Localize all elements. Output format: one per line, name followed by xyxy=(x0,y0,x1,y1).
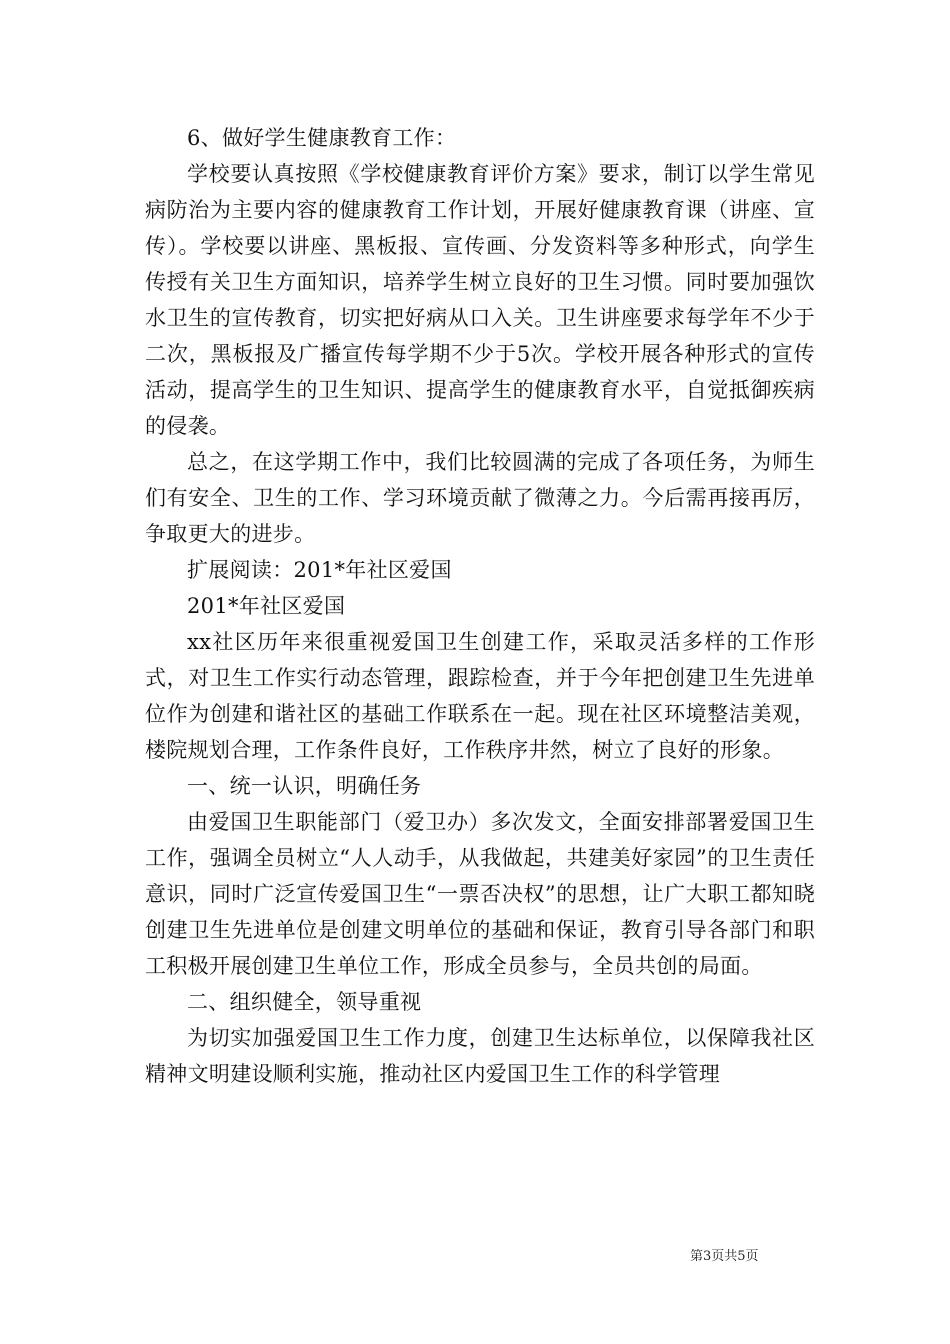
article-title: 201*年社区爱国 xyxy=(187,594,346,618)
section-heading-organization: 二、组织健全，领导重视 xyxy=(187,990,422,1014)
paragraph-summary: 总之，在这学期工作中，我们比较圆满的完成了各项任务，为师生们有安全、卫生的工作、学习环境贡献了微薄之力。今后需再接再厉，争取更大的进步。 xyxy=(145,450,815,546)
paragraph-organization: 为切实加强爱国卫生工作力度，创建卫生达标单位，以保障我社区精神文明建设顺利实施，推动社区内爱国卫生工作的科学管理 xyxy=(145,1026,815,1086)
section-heading-unify-understanding: 一、统一认识，明确任务 xyxy=(187,774,422,798)
page-number-footer: 第3页共5页 xyxy=(690,1249,759,1264)
extended-reading-title: 扩展阅读：201*年社区爱国 xyxy=(187,558,452,582)
document-body xyxy=(145,120,815,1092)
paragraph-health-education: 学校要认真按照《学校健康教育评价方案》要求，制订以学生常见病防治为主要内容的健康教育工作计划，开展好健康教育课（讲座、宣传）。学校要以讲座、黑板报、宣传画、分发资料等多种形式，向学生传授有关卫生方面知识，培养学生树立良好的卫生习惯。同时要加强饮水卫生的宣传教育，切实把好病从口入关。卫生讲座要求每学年不少于二次，黑板报及广播宣传每学期不少于5次。学校开展各种形式的宣传活动，提高学生的卫生知识、提高学生的健康教育水平，自觉抵御疾病的侵袭。 xyxy=(145,162,815,438)
paragraph-unify-understanding: 由爱国卫生职能部门（爱卫办）多次发文，全面安排部署爱国卫生工作，强调全员树立“人人动手，从我做起，共建美好家园”的卫生责任意识，同时广泛宣传爱国卫生“一票否决权”的思想，让广大职工都知晓创建卫生先进单位是创建文明单位的基础和保证，教育引导各部门和职工积极开展创建卫生单位工作，形成全员参与，全员共创的局面。 xyxy=(145,810,815,978)
section-heading-health-education: 6、做好学生健康教育工作： xyxy=(187,126,457,150)
paragraph-community-intro: xx社区历年来很重视爱国卫生创建工作，采取灵活多样的工作形式，对卫生工作实行动态管理，跟踪检查，并于今年把创建卫生先进单位作为创建和谐社区的基础工作联系在一起。现在社区环境整洁美观，楼院规划合理，工作条件良好，工作秩序井然，树立了良好的形象。 xyxy=(145,630,815,762)
